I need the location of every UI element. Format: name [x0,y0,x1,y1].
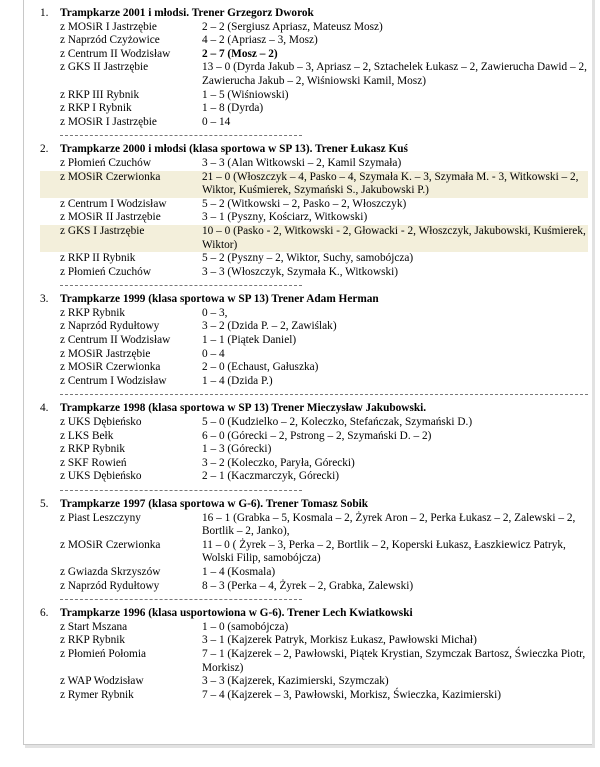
match-result: 1 – 5 (Wiśniowski) [202,88,289,101]
section-number: 5. [40,498,49,510]
match-row [40,675,588,689]
match-result: 0 – 4 [202,347,225,360]
section-number: 3. [40,293,49,306]
match-result: 3 – 1 (Pyszny, Kościarz, Witkowski) [202,211,368,224]
section-divider [60,489,302,491]
section-heading [40,402,588,416]
opponent: z GKS I Jastrzębie [60,224,145,237]
opponent: z LKS Bełk [60,429,114,442]
opponent: z MOSiR Czerwionka [60,361,161,374]
section-divider [60,134,302,136]
opponent: z RKP Rybnik [60,634,126,647]
opponent: z UKS Dębieńsko [60,416,142,429]
match-row [40,102,588,116]
match-result: 6 – 0 (Górecki – 2, Pstrong – 2, Szymański D. – 2) [202,429,432,442]
match-result: 13 – 0 (Dyrda Jakub – 3, Apriasz – 2, Sztachelek Łukasz – 2, Zawierucha Dawid – 2, Zawierucha Jakub – 2, Wiśniowski Kamil, Mosz) [202,61,587,87]
match-row [40,566,588,580]
match-result: 8 – 3 (Perka – 4, Żyrek – 2, Grabka, Zalewski) [202,579,414,592]
match-row [40,512,588,539]
section-heading [40,498,588,512]
opponent: z MOSiR II Jastrzębie [60,211,161,224]
match-row [40,580,588,594]
match-row [40,34,588,48]
match-row [40,252,588,266]
section-number: 6. [40,607,49,620]
opponent: z Centrum II Wodzisław [60,47,171,60]
page-shadow-bottom [25,745,595,748]
team-section [40,498,588,600]
match-row [40,539,588,566]
opponent: z GKS II Jastrzębie [60,61,149,74]
opponent: z Płomień Czuchów [60,156,151,169]
opponent: z Start Mszana [60,620,128,633]
match-row [40,61,588,88]
match-result: 3 – 3 (Alan Witkowski – 2, Kamil Szymała) [202,156,402,169]
match-result: 3 – 3 (Włoszczyk, Szymała K., Witkowski) [202,265,399,278]
match-row [40,648,588,675]
opponent: z Centrum I Wodzisław [60,197,167,210]
match-row [40,348,588,362]
section-number: 2. [40,143,49,156]
opponent: z MOSiR I Jastrzębie [60,20,157,33]
opponent: z WAP Wodzisław [60,675,144,688]
match-result: 3 – 2 (Dzida P. – 2, Zawiślak) [202,320,337,333]
match-result: 1 – 1 (Piątek Daniel) [202,334,297,347]
match-result: 16 – 1 (Grabka – 5, Kosmala – 2, Żyrek Aron – 2, Perka Łukasz – 2, Zalewski – 2, Bortlik – 2, Janko), [202,511,576,538]
opponent: z RKP II Rybnik [60,252,136,265]
match-row [40,634,588,648]
match-row [40,320,588,334]
opponent: z SKF Rowień [60,456,127,469]
section-heading [40,293,588,307]
team-section [40,293,588,395]
match-row [40,416,588,430]
section-number: 4. [40,402,49,415]
opponent: z MOSiR Czerwionka [60,538,161,551]
match-result: 3 – 1 (Kajzerek Patryk, Morkisz Łukasz, Pawłowski Michał) [202,634,477,647]
opponent: z Piast Leszczyny [60,511,141,524]
opponent: z Centrum I Wodzisław [60,374,167,387]
match-result: 1 – 8 (Dyrda) [202,102,264,115]
match-row [40,334,588,348]
match-result: 3 – 3 (Kajzerek, Kazimierski, Szymczak) [202,675,389,688]
match-result: 3 – 2 (Koleczko, Paryła, Górecki) [202,456,355,469]
opponent: z Naprzód Rydułtowy [60,579,160,592]
opponent: z Gwiazda Skrzyszów [60,565,161,578]
section-title: Trampkarze 2000 i młodsi (klasa sportowa w SP 13). Trener Łukasz Kuś [60,143,408,156]
match-row [40,443,588,457]
section-title: Trampkarze 1998 (klasa sportowa w SP 13) Trener Mieczysław Jakubowski. [60,402,427,415]
section-title: Trampkarze 1996 (klasa usportowiona w G-6). Trener Lech Kwiatkowski [60,607,413,620]
match-row-highlighted [40,225,588,252]
match-result: 1 – 4 (Kosmala) [202,565,276,578]
match-result: 11 – 0 ( Żyrek – 3, Perka – 2, Bortlik – 2, Koperski Łukasz, Łaszkiewicz Patryk, Wolski Filip, samobójcza) [202,538,566,565]
opponent: z UKS Dębieńsko [60,470,142,483]
match-row [40,621,588,635]
match-result: 0 – 3, [202,306,228,319]
opponent: z Naprzód Rydułtowy [60,320,160,333]
match-row-highlighted [40,171,588,198]
match-result: 2 – 1 (Kaczmarczyk, Górecki) [202,470,340,483]
section-number: 1. [40,7,49,19]
match-row [40,375,588,389]
match-result: 1 – 0 (samobójcza) [202,620,289,633]
match-result: 5 – 0 (Kudzielko – 2, Koleczko, Stefańczak, Szymański D.) [202,416,473,429]
opponent: z Płomień Połomia [60,647,146,660]
match-row [40,198,588,212]
opponent: z RKP Rybnik [60,306,126,319]
document-content [40,7,588,702]
opponent: z MOSiR Jastrzębie [60,347,151,360]
match-result: 5 – 2 (Witkowski – 2, Pasko – 2, Włoszczyk) [202,197,407,210]
match-row [40,307,588,321]
section-title: Trampkarze 1997 (klasa sportowa w G-6). Trener Tomasz Sobik [60,498,369,510]
team-section [40,607,588,702]
opponent: z MOSiR I Jastrzębie [60,115,157,128]
page-shadow-right [592,0,595,746]
opponent: z RKP I Rybnik [60,102,132,115]
match-row [40,689,588,703]
section-divider [60,393,588,395]
match-row [40,266,588,280]
section-divider [60,598,302,600]
match-result: 2 – 2 (Sergiusz Apriasz, Mateusz Mosz) [202,20,383,33]
opponent: z MOSiR Czerwionka [60,170,161,183]
match-row [40,116,588,130]
opponent: z RKP Rybnik [60,443,126,456]
match-row [40,21,588,35]
match-row [40,48,588,62]
section-heading [40,607,588,621]
match-result: 21 – 0 (Włoszczyk – 4, Pasko – 4, Szymała K. – 3, Szymała M. - 3, Witkowski – 2, Wiktor, Kuśmierek, Szymański S., Jakubowski P.) [202,170,579,197]
section-heading [40,7,588,21]
section-title: Trampkarze 1999 (klasa sportowa w SP 13) Trener Adam Herman [60,293,379,306]
match-result: 2 – 0 (Echaust, Gałuszka) [202,361,319,374]
match-result: 4 – 2 (Apriasz – 3, Mosz) [202,34,318,47]
section-title: Trampkarze 2001 i młodsi. Trener Grzegorz Dworok [60,7,314,19]
opponent: z Płomień Czuchów [60,265,151,278]
match-row [40,361,588,375]
match-result: 7 – 1 (Kajzerek – 2, Pawłowski, Piątek Krystian, Szymczak Bartosz, Świeczka Piotr, Morkisz) [202,647,586,674]
match-row [40,430,588,444]
opponent: z Centrum II Wodzisław [60,334,171,347]
match-row [40,457,588,471]
team-section [40,143,588,286]
match-result: 7 – 4 (Kajzerek – 3, Pawłowski, Morkisz, Świeczka, Kazimierski) [202,688,501,701]
match-row [40,157,588,171]
opponent: z Naprzód Czyżowice [60,34,160,47]
team-section [40,7,588,136]
match-result: 1 – 4 (Dzida P.) [202,374,273,387]
match-row [40,470,588,484]
opponent: z RKP III Rybnik [60,88,140,101]
match-result: 0 – 14 [202,115,231,128]
section-divider [60,284,302,286]
match-result: 10 – 0 (Pasko - 2, Witkowski - 2, Głowacki - 2, Włoszczyk, Jakubowski, Kuśmierek, Wiktor) [202,224,586,251]
section-heading [40,143,588,157]
opponent: z Rymer Rybnik [60,688,134,701]
match-result: 2 – 7 (Mosz – 2) [202,47,278,60]
match-result: 5 – 2 (Pyszny – 2, Wiktor, Suchy, samobójcza) [202,252,414,265]
match-result: 1 – 3 (Górecki) [202,443,272,456]
team-section [40,402,588,491]
match-row [40,89,588,103]
match-row [40,211,588,225]
